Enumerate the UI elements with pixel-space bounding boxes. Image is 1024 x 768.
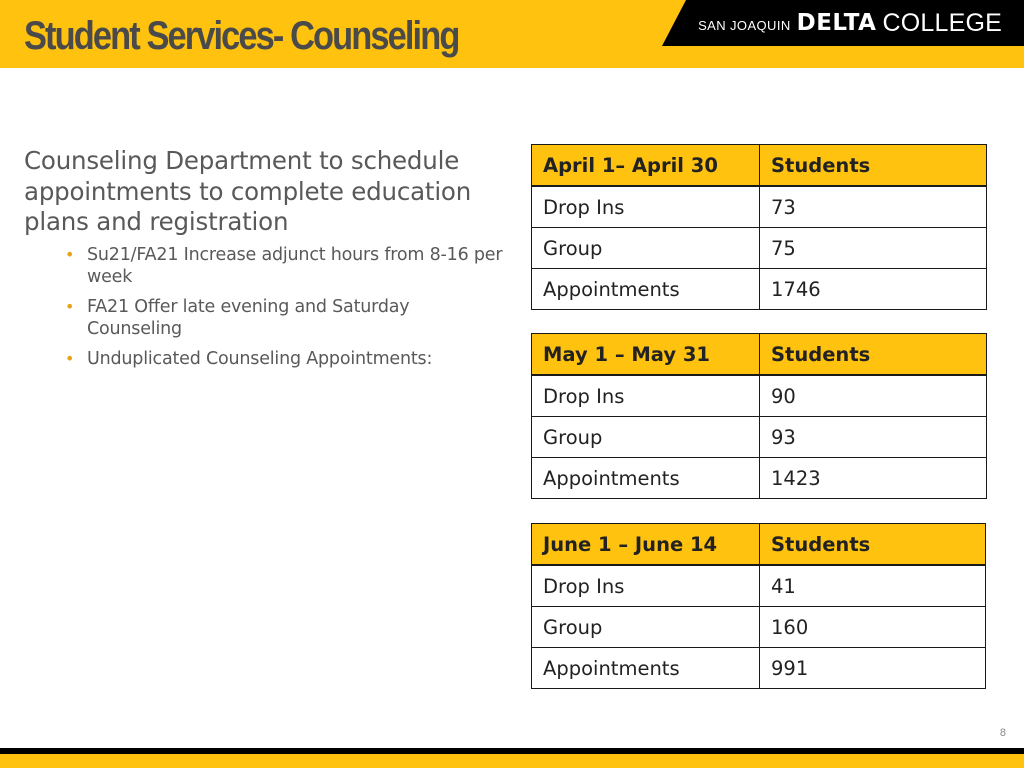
logo-college: COLLEGE [882, 8, 1002, 37]
table-students-header: Students [760, 334, 987, 376]
table-students-header: Students [760, 524, 986, 566]
table-students-header: Students [760, 145, 987, 187]
row-label: Appointments [532, 458, 760, 499]
row-value: 75 [760, 228, 987, 269]
table-row [532, 648, 986, 689]
footer-yellow-stripe [0, 754, 1024, 768]
main-statement: Counseling Department to schedule appointments to complete education plans and registration [24, 146, 472, 236]
row-label: Group [532, 607, 760, 648]
bullet-dot-icon: • [65, 245, 75, 264]
logo-san-joaquin: SAN JOAQUIN [698, 17, 791, 33]
row-value: 90 [760, 375, 987, 417]
logo-delta: DELTA [796, 10, 877, 36]
row-label: Group [532, 417, 760, 458]
bullet-item [63, 296, 503, 340]
page-title: Student Services- Counseling [24, 14, 459, 58]
table-row [532, 375, 987, 417]
bullet-item [63, 348, 503, 370]
table-header-row [532, 334, 987, 376]
row-label: Drop Ins [532, 186, 760, 228]
row-label: Appointments [532, 269, 760, 310]
table-row [532, 607, 986, 648]
row-label: Drop Ins [532, 565, 760, 607]
row-value: 160 [760, 607, 986, 648]
table-row [532, 565, 986, 607]
table-may [531, 333, 987, 499]
bullet-text: Unduplicated Counseling Appointments: [87, 349, 433, 369]
row-value: 73 [760, 186, 987, 228]
page-number: 8 [999, 727, 1006, 739]
table-row [532, 269, 987, 310]
row-label: Group [532, 228, 760, 269]
table-header-row [532, 145, 987, 187]
bullet-dot-icon: • [65, 349, 75, 368]
table-june [531, 523, 986, 689]
table-row [532, 228, 987, 269]
bullet-dot-icon: • [65, 297, 75, 316]
row-value: 93 [760, 417, 987, 458]
row-label: Appointments [532, 648, 760, 689]
table-header-row [532, 524, 986, 566]
table-row [532, 458, 987, 499]
college-logo [698, 0, 1002, 46]
table-row [532, 186, 987, 228]
table-row [532, 417, 987, 458]
table-period-header: April 1– April 30 [532, 145, 760, 187]
bullet-list [63, 244, 503, 378]
table-april [531, 144, 987, 310]
row-value: 1746 [760, 269, 987, 310]
bullet-item [63, 244, 503, 288]
row-value: 41 [760, 565, 986, 607]
table-period-header: May 1 – May 31 [532, 334, 760, 376]
row-value: 1423 [760, 458, 987, 499]
row-value: 991 [760, 648, 986, 689]
row-label: Drop Ins [532, 375, 760, 417]
bullet-text: Su21/FA21 Increase adjunct hours from 8-16 per week [87, 245, 503, 287]
table-period-header: June 1 – June 14 [532, 524, 760, 566]
bullet-text: FA21 Offer late evening and Saturday Counseling [87, 297, 410, 339]
